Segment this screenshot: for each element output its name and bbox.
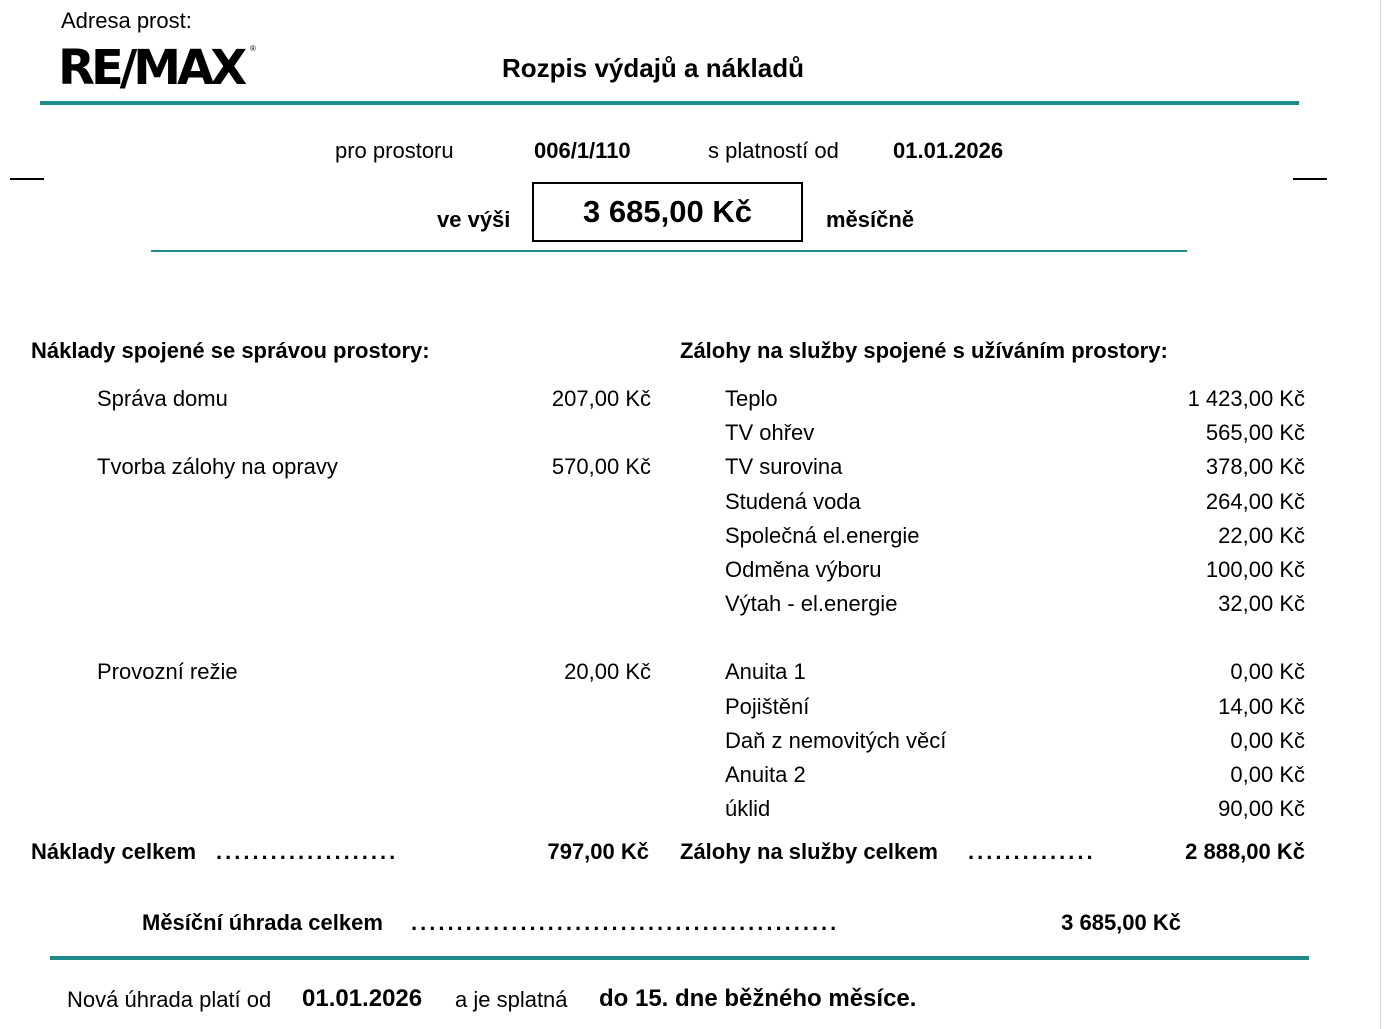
monthly-total-dots: ............................................... (411, 910, 840, 935)
service-item-value: 264,00 Kč (1205, 489, 1305, 514)
services-heading: Zálohy na služby spojené s užíváním prostory: (680, 338, 1168, 363)
costs-total-dots: .................... (216, 839, 399, 864)
service-item-label: Anuita 1 (725, 659, 806, 684)
service-item-value: 90,00 Kč (1218, 796, 1305, 821)
service-item-label: úklid (725, 796, 771, 821)
left-tick-mark (10, 178, 44, 180)
service-item-value: 0,00 Kč (1230, 659, 1305, 684)
new-payment-label: Nová úhrada platí od (67, 987, 272, 1012)
remax-logo: RE/MAX (58, 40, 244, 96)
service-item-value: 378,00 Kč (1205, 454, 1305, 479)
service-item-label: TV surovina (725, 454, 843, 479)
monthly-amount-box (532, 182, 803, 242)
costs-total-value: 797,00 Kč (547, 839, 649, 864)
monthly-total-value: 3 685,00 Kč (1061, 910, 1181, 935)
cost-item-value: 570,00 Kč (551, 454, 651, 479)
service-item-label: TV ohřev (725, 420, 815, 445)
costs-heading: Náklady spojené se správou prostory: (31, 338, 430, 363)
address-label: Adresa prost: (61, 8, 192, 33)
footer-divider (50, 956, 1309, 960)
cost-item-value: 20,00 Kč (564, 659, 651, 684)
monthly-total-label: Měsíční úhrada celkem (142, 910, 383, 935)
service-item-value: 100,00 Kč (1205, 557, 1305, 582)
service-item-label: Anuita 2 (725, 762, 806, 787)
space-label: pro prostoru (335, 138, 454, 163)
space-id: 006/1/110 (534, 138, 631, 163)
registered-mark: ® (250, 44, 256, 53)
services-total-value: 2 888,00 Kč (1185, 839, 1305, 864)
service-item-value: 565,00 Kč (1205, 420, 1305, 445)
service-item-label: Výtah - el.energie (725, 591, 898, 616)
right-tick-mark (1293, 178, 1327, 180)
monthly-amount: 3 685,00 Kč (583, 194, 752, 229)
service-item-value: 32,00 Kč (1218, 591, 1305, 616)
service-item-value: 14,00 Kč (1218, 694, 1305, 719)
service-item-label: Studená voda (725, 489, 861, 514)
service-item-value: 22,00 Kč (1218, 523, 1305, 548)
page-edge (1380, 0, 1381, 1029)
service-item-label: Společná el.energie (725, 523, 920, 548)
due-label: a je splatná (455, 987, 568, 1012)
cost-item-value: 207,00 Kč (551, 386, 651, 411)
valid-from-label: s platností od (708, 138, 839, 163)
cost-item-label: Tvorba zálohy na opravy (97, 454, 338, 479)
service-item-label: Daň z nemovitých věcí (725, 728, 947, 753)
header-divider (40, 101, 1299, 105)
page-title: Rozpis výdajů a nákladů (502, 53, 804, 83)
new-payment-date: 01.01.2026 (302, 985, 423, 1012)
services-total-dots: .............. (968, 839, 1096, 864)
service-item-label: Teplo (725, 386, 778, 411)
valid-from-date: 01.01.2026 (893, 138, 1004, 163)
info-divider (151, 250, 1187, 252)
service-item-value: 0,00 Kč (1230, 728, 1305, 753)
cost-item-label: Správa domu (97, 386, 228, 411)
service-item-label: Pojištění (725, 694, 810, 719)
period-label: měsíčně (826, 207, 915, 232)
costs-total-label: Náklady celkem (31, 839, 197, 864)
cost-item-label: Provozní režie (97, 659, 238, 684)
service-item-label: Odměna výboru (725, 557, 882, 582)
amount-label: ve výši (437, 207, 511, 232)
due-value: do 15. dne běžného měsíce. (599, 985, 917, 1012)
service-item-value: 0,00 Kč (1230, 762, 1305, 787)
service-item-value: 1 423,00 Kč (1187, 386, 1305, 411)
services-total-label: Zálohy na služby celkem (680, 839, 938, 864)
